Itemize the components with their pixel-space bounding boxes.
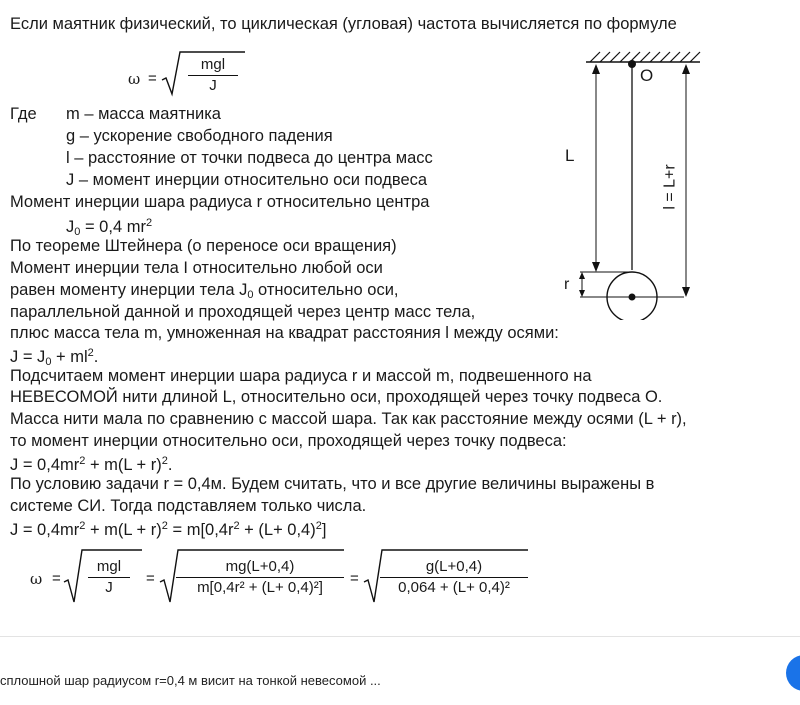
p8-b: + m(L + r) [85,521,162,539]
ball-moment-line: Момент инерции шара радиуса r относительно центра [10,193,430,211]
equals-3: = [350,570,359,587]
fraction-2-den: m[0,4r² + (L+ 0,4)²] [197,579,323,596]
p8-sup4: 2 [315,520,322,532]
omega-symbol: ω [128,70,141,88]
para-4: то момент инерции относительно оси, проходящей через точку подвеса: [10,432,567,450]
para-7: системе СИ. Тогда подставляем только числа. [10,497,367,515]
p5-a: J = 0,4mr [10,456,80,474]
intro-line: Если маятник физический, то циклическая (угловая) частота вычисляется по формуле [10,15,677,33]
fraction-2 [176,558,344,597]
para-5-formula [10,451,172,475]
steiner-4: плюс масса тела m, умноженная на квадрат расстояния l между осями: [10,324,559,342]
st5-sub: 0 [45,356,52,368]
j0-sup: 2 [145,217,153,229]
def-g: g – ускорение свободного падения [66,127,333,145]
para-6: По условию задачи r = 0,4м. Будем считать, что и все другие величины выражены в [10,475,655,493]
label-l-eq: l = L+r [661,164,679,210]
equals-2: = [146,570,155,587]
p5-sup: 2 [79,455,86,467]
steiner-3: параллельной данной и проходящей через центр масс тела, [10,303,476,321]
fraction-1-den: J [105,579,113,596]
omega-symbol-2: ω [30,570,43,588]
p5-sup2: 2 [161,455,168,467]
fraction-1 [88,558,130,597]
fraction-3-num: g(L+0,4) [380,558,528,578]
fraction-3 [380,558,528,597]
p8-a: J = 0,4mr [10,521,80,539]
action-button[interactable] [786,655,800,691]
p8-sup3: 2 [233,520,240,532]
fraction-numerator: mgl [188,56,238,76]
p8-sup: 2 [79,520,86,532]
pendulum-diagram [560,40,720,325]
st2-b: относительно оси, [253,281,399,299]
j0-sub: 0 [74,226,81,238]
equals-sign: = [148,70,157,87]
fraction-denominator: J [209,77,217,94]
result-caption[interactable]: сплошной шар радиусом r=0,4 м висит на тонкой невесомой ... [0,673,381,688]
para-3: Масса нити мала по сравнению с массой шара. Так как расстояние между осями (L + r), [10,410,687,428]
p8-sup2: 2 [161,520,168,532]
steiner-line: По теореме Штейнера (о переносе оси вращения) [10,237,397,255]
def-l: l – расстояние от точки подвеса до центра масс [66,149,433,167]
st5-c: . [93,348,99,366]
fraction-3-den: 0,064 + (L+ 0,4)² [398,579,510,596]
st2-a: равен моменту инерции тела J [10,281,248,299]
st5-a: J = J [10,348,46,366]
j0-a: J [66,218,75,236]
label-L: L [565,146,575,165]
equals-1: = [52,570,61,587]
fraction-1-num: mgl [88,558,130,578]
para-2: НЕВЕСОМОЙ нити длиной L, относительно оси, проходящей через точку подвеса О. [10,388,663,406]
p8-d: + (L+ 0,4) [239,521,316,539]
para-8-formula [10,516,326,540]
p5-b: + m(L + r) [85,456,162,474]
st5-sup: 2 [87,347,94,359]
where-label: Где [10,105,37,123]
st5-b: + ml [51,348,88,366]
j0-b: = 0,4 mr [80,218,146,236]
def-m: m – масса маятника [66,105,221,123]
steiner-1: Момент инерции тела I относительно любой оси [10,259,383,277]
p8-e: ] [321,521,327,539]
st2-sub: 0 [247,289,254,301]
para-1: Подсчитаем момент инерции шара радиуса r и массой m, подвешенного на [10,367,592,385]
fraction [188,56,238,95]
label-O: O [640,66,654,85]
fraction-2-num: mg(L+0,4) [176,558,344,578]
label-r: r [564,276,570,293]
search-result-footer [0,636,800,705]
def-j: J – момент инерции относительно оси подвеса [66,171,428,189]
p8-c: = m[0,4r [167,521,234,539]
p5-c: . [167,456,173,474]
